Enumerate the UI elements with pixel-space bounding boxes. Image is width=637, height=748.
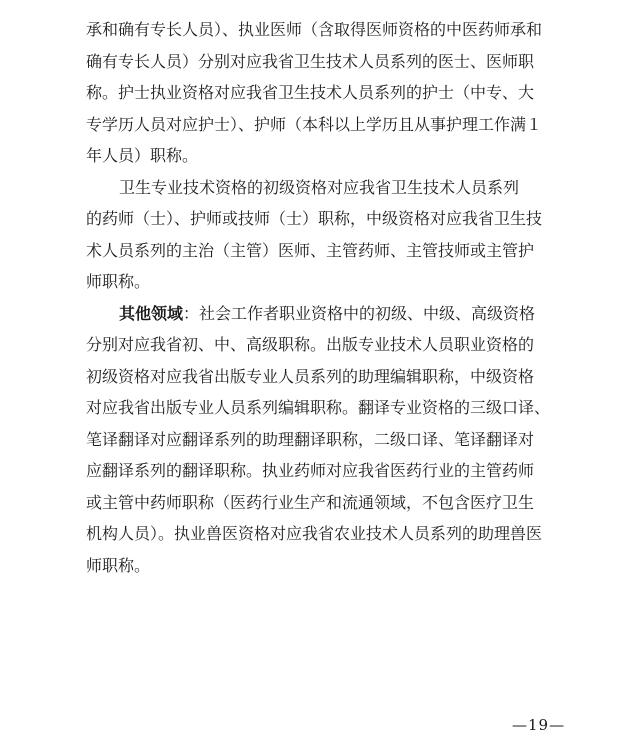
text-line: 或主管中药师职称（医药行业生产和流通领域，不包含医疗卫生 — [86, 492, 535, 512]
page-number: —19— — [512, 716, 566, 734]
text-line: 的药师（士）、护师或技师（士）职称，中级资格对应我省卫生技 — [86, 209, 543, 228]
text-line: 分别对应我省初、中、高级职称。出版专业技术人员职业资格的 — [86, 335, 535, 354]
text-line: 确有专长人员）分别对应我省卫生技术人员系列的医士、医师职 — [86, 51, 535, 71]
text-segment: ：社会工作者职业资格中的初级、中级、高级资格 — [183, 303, 536, 323]
text-line: 年人员）职称。 — [86, 146, 199, 165]
text-line: 对应我省出版专业人员系列编辑职称。翻译专业资格的三级口译、 — [86, 398, 551, 417]
section-heading: 其他领域 — [119, 303, 184, 323]
text-line: 初级资格对应我省出版专业人员系列的助理编辑职称，中级资格 — [86, 366, 535, 386]
text-line: 应翻译系列的翻译职称。执业药师对应我省医药行业的主管药师 — [86, 461, 535, 480]
text-line: 机构人员）。执业兽医资格对应我省农业技术人员系列的助理兽医 — [86, 524, 543, 543]
body-text — [86, 14, 562, 581]
text-line: 笔译翻译对应翻译系列的助理翻译职称，二级口译、笔译翻译对 — [86, 429, 535, 449]
text-line — [86, 298, 562, 330]
text-line: 师职称。 — [86, 272, 151, 291]
text-line: 卫生专业技术资格的初级资格对应我省卫生技术人员系列 — [119, 177, 520, 197]
text-line: 承和确有专长人员）、执业医师（含取得医师资格的中医药师承和 — [86, 20, 543, 39]
text-line: 术人员系列的主治（主管）医师、主管药师、主管技师或主管护 — [86, 240, 535, 260]
text-line: 专学历人员对应护士）、护师（本科以上学历且从事护理工作满１ — [86, 114, 543, 134]
text-line: 称。护士执业资格对应我省卫生技术人员系列的护士（中专、大 — [86, 83, 535, 102]
text-line: 师职称。 — [86, 555, 151, 575]
